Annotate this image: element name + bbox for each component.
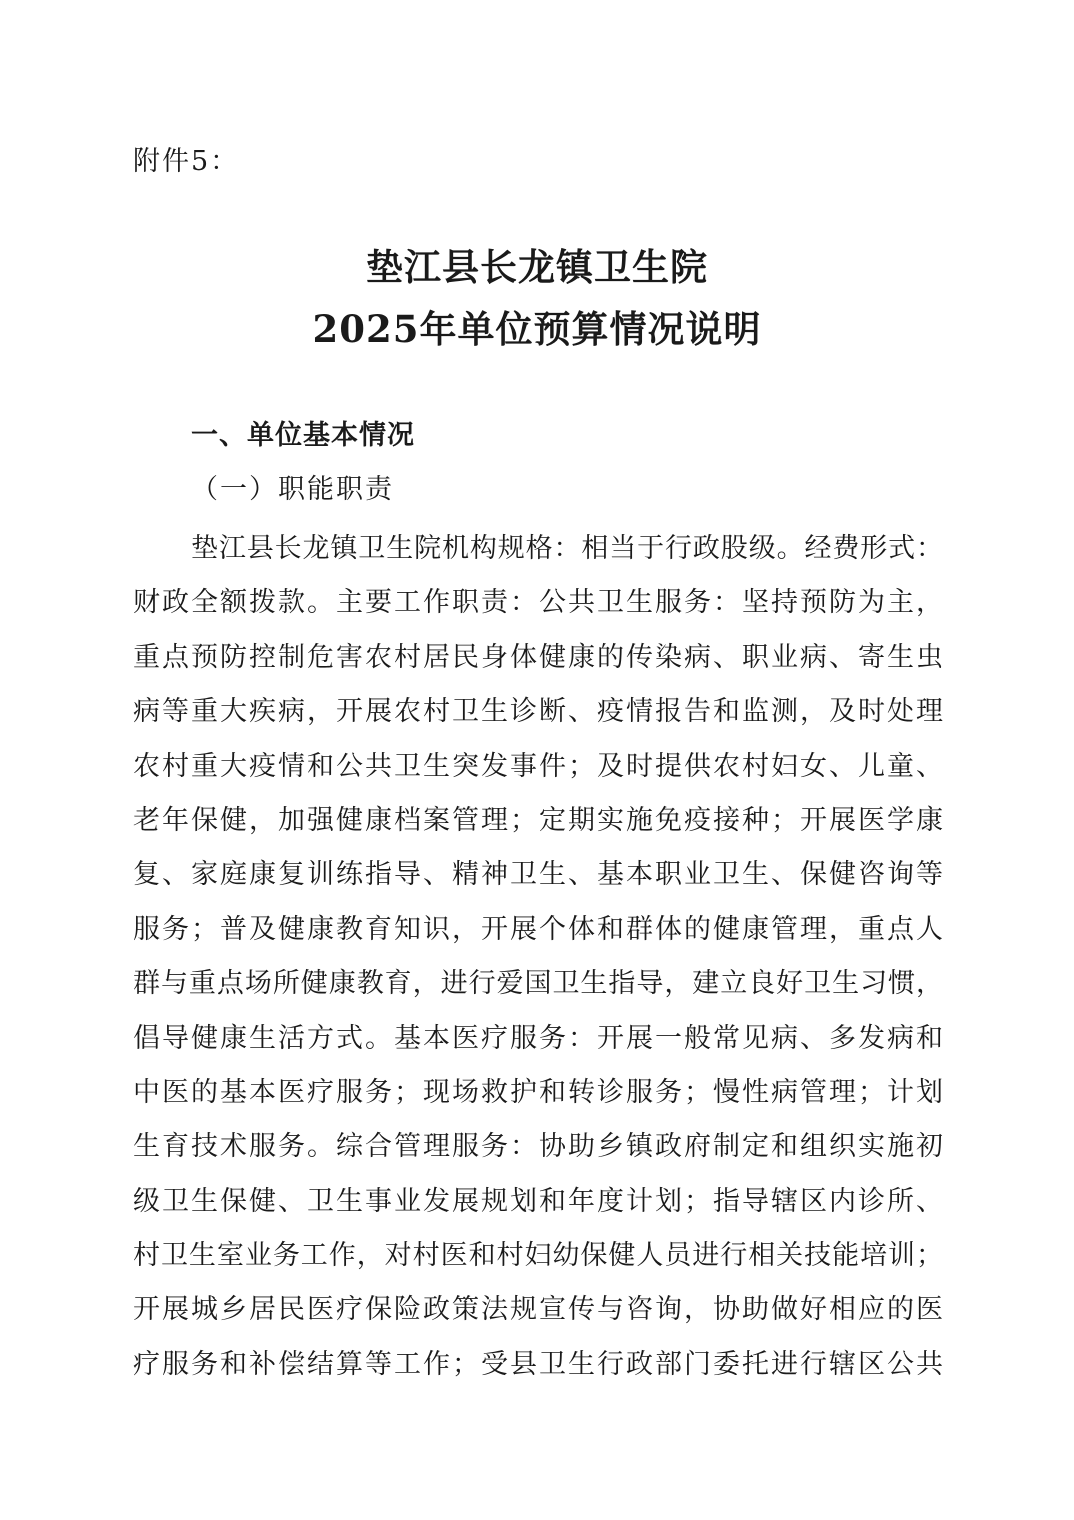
body-line: 财政全额拨款。主要工作职责：公共卫生服务：坚持预防为主， [133,587,943,619]
document-title-line-2: 2025年单位预算情况说明 [312,307,762,351]
body-line: 老年保健，加强健康档案管理；定期实施免疫接种；开展医学康 [133,804,943,836]
attachment-label: 附件5： [133,146,240,177]
document-title-line-1: 垫江县长龙镇卫生院 [366,245,708,289]
section-heading: 一、单位基本情况 [191,420,415,451]
body-line: 复、家庭康复训练指导、精神卫生、基本职业卫生、保健咨询等 [133,859,943,891]
body-line: 农村重大疫情和公共卫生突发事件；及时提供农村妇女、儿童、 [133,750,943,782]
body-line: 重点预防控制危害农村居民身体健康的传染病、职业病、寄生虫 [133,641,943,673]
body-line: 垫江县长龙镇卫生院机构规格：相当于行政股级。经费形式： [191,533,943,564]
body-line: 服务；普及健康教育知识，开展个体和群体的健康管理，重点人 [133,913,943,945]
body-line: 开展城乡居民医疗保险政策法规宣传与咨询，协助做好相应的医 [133,1294,943,1326]
body-line: 生育技术服务。综合管理服务：协助乡镇政府制定和组织实施初 [133,1131,943,1163]
body-paragraph [133,522,943,1392]
subsection-heading: （一）职能职责 [191,474,394,505]
body-line: 群与重点场所健康教育，进行爱国卫生指导，建立良好卫生习惯， [133,968,943,1000]
body-line: 村卫生室业务工作，对村医和村妇幼保健人员进行相关技能培训； [133,1240,943,1272]
body-line: 中医的基本医疗服务；现场救护和转诊服务；慢性病管理；计划 [133,1076,943,1108]
body-line: 病等重大疾病，开展农村卫生诊断、疫情报告和监测，及时处理 [133,696,943,728]
body-line: 疗服务和补偿结算等工作；受县卫生行政部门委托进行辖区公共 [133,1348,943,1380]
body-line: 倡导健康生活方式。基本医疗服务：开展一般常见病、多发病和 [133,1022,943,1054]
body-line: 级卫生保健、卫生事业发展规划和年度计划；指导辖区内诊所、 [133,1185,943,1217]
